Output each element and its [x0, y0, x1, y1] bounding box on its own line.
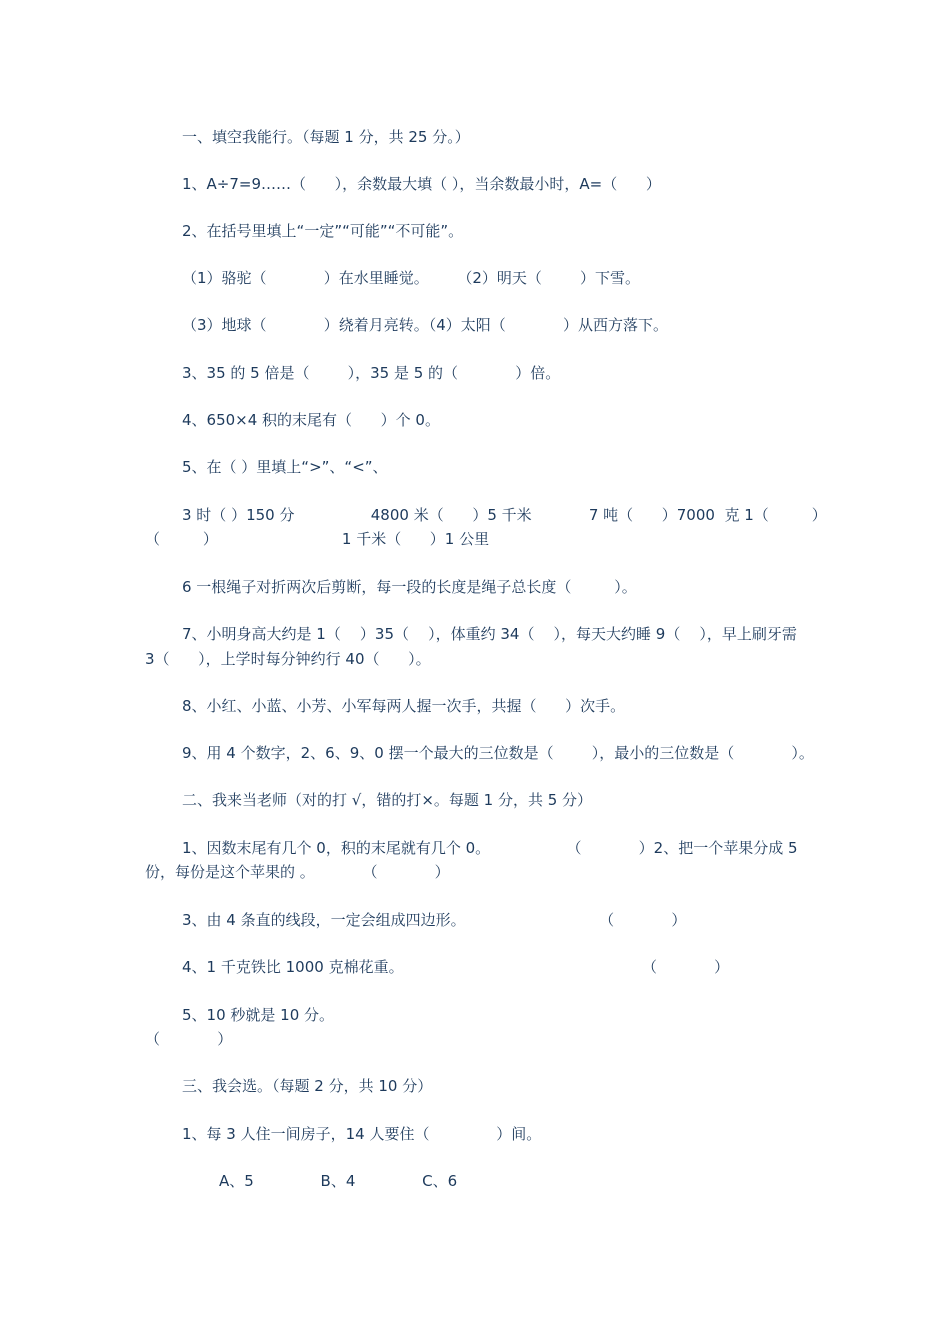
section2-question-3: 3、由 4 条直的线段，一定会组成四边形。 （ ） — [182, 911, 687, 929]
section2-question-1-line-b: 份，每份是这个苹果的 。 （ ） — [145, 863, 450, 881]
section2-question-1-line-a: 1、因数末尾有几个 0，积的末尾就有几个 0。 （ ）2、把一个苹果分成 5 — [182, 839, 798, 857]
section2-question-5: 5、10 秒就是 10 分。 — [182, 1006, 335, 1024]
section1-question-2-line-a: （1）骆驼（ ）在水里睡觉。 （2）明天（ ）下雪。 — [182, 269, 641, 287]
section1-heading: 一、填空我能行。（每题 1 分，共 25 分。） — [182, 128, 470, 146]
section1-question-2: 2、在括号里填上“一定”“可能”“不可能”。 — [182, 222, 464, 240]
section1-question-2-line-b: （3）地球（ ）绕着月亮转。（4）太阳（ ）从西方落下。 — [182, 316, 669, 334]
section3-heading: 三、我会选。（每题 2 分，共 10 分） — [182, 1077, 433, 1095]
section1-question-9: 9、用 4 个数字，2、6、9、0 摆一个最大的三位数是（ ），最小的三位数是（ ）。 — [182, 744, 814, 762]
section1-question-1: 1、A÷7=9……（ ），余数最大填（ ），当余数最小时，A=（ ） — [182, 175, 661, 193]
section1-question-5-line-a: 3 时（ ）150 分 4800 米（ ）5 千米 7 吨（ ）7000 克 1（ ） — [182, 506, 827, 524]
section1-question-7-line-b: 3（ ），上学时每分钟约行 40（ ）。 — [145, 650, 431, 668]
section1-question-3: 3、35 的 5 倍是（ ），35 是 5 的（ ）倍。 — [182, 364, 561, 382]
section2-question-4: 4、1 千克铁比 1000 克棉花重。 （ ） — [182, 958, 730, 976]
section1-question-4: 4、650×4 积的末尾有（ ）个 0。 — [182, 411, 440, 429]
section2-heading: 二、我来当老师（对的打 √，错的打×。每题 1 分，共 5 分） — [182, 791, 593, 809]
section3-question-1: 1、每 3 人住一间房子，14 人要住（ ）间。 — [182, 1125, 542, 1143]
section3-question-1-options: A、5 B、4 C、6 — [219, 1172, 458, 1190]
section1-question-6: 6 一根绳子对折两次后剪断，每一段的长度是绳子总长度（ ）。 — [182, 578, 637, 596]
section2-question-5-answer: （ ） — [145, 1030, 233, 1048]
section1-question-8: 8、小红、小蓝、小芳、小军每两人握一次手，共握（ ）次手。 — [182, 697, 626, 715]
section1-question-7-line-a: 7、小明身高大约是 1（ ）35（ ），体重约 34（ ），每天大约睡 9（ ），早上刷牙需 — [182, 625, 797, 643]
section1-question-5: 5、在（ ）里填上“>”、“<”、 — [182, 458, 388, 476]
section1-question-5-line-b: （ ） 1 千米（ ）1 公里 — [145, 530, 490, 548]
